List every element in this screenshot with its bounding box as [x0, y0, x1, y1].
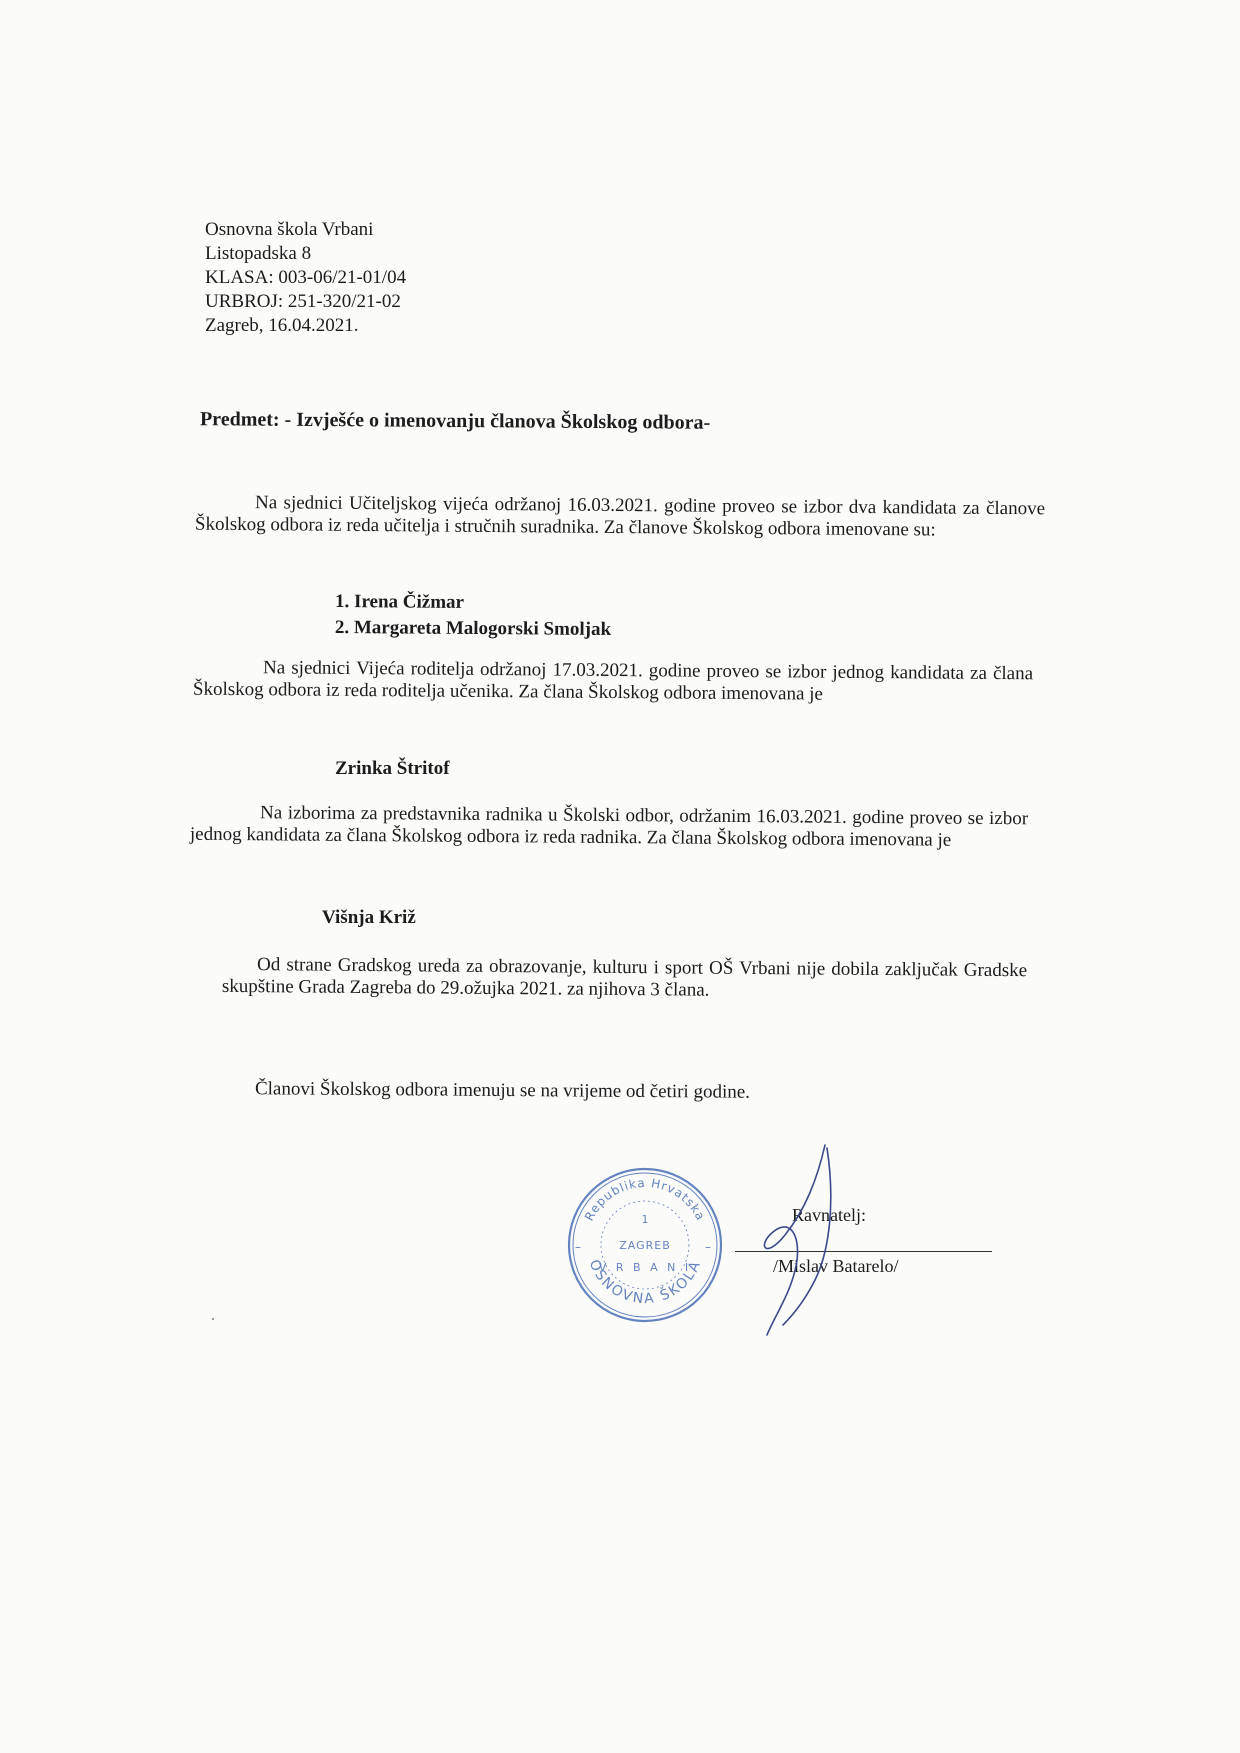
urbroj-number: URBROJ: 251-320/21-02: [205, 291, 401, 312]
svg-text:–: –: [575, 1240, 581, 1254]
director-role-label: Ravnatelj:: [792, 1205, 866, 1225]
paragraph-city-office: Od strane Gradskog ureda za obrazovanje, kulturu i sport OŠ Vrbani nije dobila zaključak Gradske skupštine Grada Zagreba do 29.ožujka 2021. za njihova 3 člana.: [221, 954, 1028, 1001]
svg-text:1: 1: [641, 1213, 649, 1226]
school-address: Listopadska 8: [205, 243, 312, 264]
appointed-teachers-list: [335, 589, 612, 643]
appointed-parent-name: Zrinka Štritof: [335, 758, 450, 779]
list-item: 2. Margareta Malogorski Smoljak: [334, 617, 612, 640]
klasa-number: KLASA: 003-06/21-01/04: [205, 267, 407, 288]
svg-text:ZAGREB: ZAGREB: [619, 1239, 671, 1252]
subject-line: Predmet: - Izvješće o imenovanju članova Školskog odbora-: [199, 408, 711, 434]
place-date: Zagreb, 16.04.2021.: [205, 315, 359, 336]
svg-text:OSNOVNA ŠKOLA: OSNOVNA ŠKOLA: [585, 1257, 705, 1308]
handwritten-signature: [745, 1140, 855, 1340]
paragraph-teachers-council: Na sjednici Učiteljskog vijeća održanoj 16.03.2021. godine proveo se izbor dva kandidata za članove Školskog odbora iz reda učitelja i stručnih suradnika. Za članove Školskog odbora imenovane su:: [194, 492, 1046, 541]
director-name: /Mislav Batarelo/: [773, 1256, 899, 1276]
paragraph-workers-election: Na izborima za predstavnika radnika u Školski odbor, održanim 16.03.2021. godine proveo se izbor jednog kandidata za člana Školskog odbora iz reda radnika. Za člana Školskog odbora imenovana je: [189, 802, 1029, 851]
school-name: Osnovna škola Vrbani: [205, 219, 374, 240]
school-stamp-seal: [565, 1165, 725, 1325]
scan-speck: [212, 1318, 214, 1320]
closing-sentence: Članovi Školskog odbora imenuju se na vrijeme od četiri godine.: [254, 1078, 751, 1103]
svg-text:Republika Hrvatska: Republika Hrvatska: [581, 1175, 709, 1224]
paragraph-parents-council: Na sjednici Vijeća roditelja održanoj 17.03.2021. godine proveo se izbor jednog kandidata za člana Školskog odbora iz reda roditelja učenika. Za člana Školskog odbora imenovana je: [192, 657, 1034, 705]
appointed-worker-name: Višnja Križ: [322, 907, 416, 928]
svg-text:–: –: [705, 1240, 711, 1254]
svg-text:V R B A N I: V R B A N I: [598, 1261, 692, 1274]
letterhead: [205, 218, 406, 338]
list-item: 1. Irena Čižmar: [335, 591, 465, 613]
